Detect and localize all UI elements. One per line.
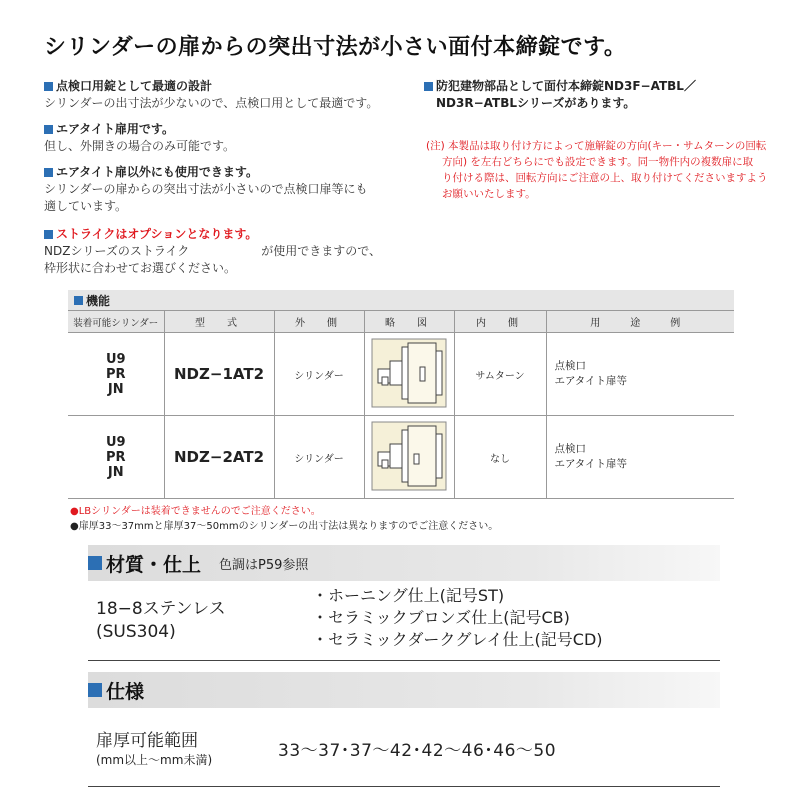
blue-square-bullet-icon [74,296,83,305]
feature-body-line: 但し、外開きの場合のみ可能です。 [44,139,236,153]
outside-cell: シリンダー [274,333,364,416]
feature-heading: エアタイト扉以外にも使用できます。 [56,165,258,179]
feature-heading: エアタイト扉用です。 [56,122,174,136]
list-item: ・ホーニング仕上(記号ST) [312,586,505,605]
note-line: お願いいたします。 [442,188,536,200]
diagram-cell [364,333,454,416]
feature-section-strike [44,226,381,277]
column-header: 型 式 [164,311,274,333]
door-thickness-label: 扉厚可能範囲 (mm以上〜mm未満) [96,731,213,767]
spec-section-title: 仕様 [106,680,145,703]
finish-list [312,585,603,651]
material-section-title: 材質・仕上 [106,553,202,576]
lock-diagram-none-icon [370,420,448,492]
function-section-title: 機能 [86,293,111,308]
feature-heading: ストライクはオプションとなります。 [56,227,258,241]
inside-cell: なし [454,416,546,499]
column-header: 略 図 [364,311,454,333]
feature-section-airtight [44,121,235,155]
material-name: 18−8ステンレス (SUS304) [96,599,226,642]
diagram-cell [364,416,454,499]
blue-square-bullet-icon [44,168,53,177]
blue-square-bullet-icon [88,683,102,697]
warning-lb-cylinder: ●LBシリンダーは装着できませんのでご注意ください。 [70,506,321,517]
column-header: 装着可能シリンダー [68,311,164,333]
feature-heading: 点検口用錠として最適の設計 [56,79,213,93]
feature-body-line: シリンダーの出寸法が少ないので、点検口用として最適です。 [44,96,379,110]
column-header: 外 側 [274,311,364,333]
table-header-row [68,311,734,333]
page-title: シリンダーの扉からの突出寸法が小さい面付本締錠です。 [44,35,627,60]
feature-section-other-use [44,164,368,215]
installation-note [426,138,766,202]
outside-cell: シリンダー [274,416,364,499]
blue-square-bullet-icon [44,230,53,239]
use-cell: 点検口 エアタイト扉等 [546,333,734,416]
warning-door-thickness: ●扉厚33〜37mmと扉厚37〜50mmのシリンダーの出寸法は異なりますのでご注意ください。 [70,521,499,532]
cylinder-cell: U9 PR JN [68,333,164,416]
cylinder-cell: U9 PR JN [68,416,164,499]
blue-square-bullet-icon [44,125,53,134]
spec-section-header [88,672,720,708]
door-thickness-value: 33〜37･37〜42･42〜46･46〜50 [278,741,557,761]
blue-square-bullet-icon [44,82,53,91]
function-section-header [68,290,734,310]
material-section-subtitle: 色調はP59参照 [219,557,309,573]
column-header: 内 側 [454,311,546,333]
column-header: 用 途 例 [546,311,734,333]
feature-body-line: 適しています。 [44,199,128,213]
feature-body-line: NDZシリーズのストライク が使用できますので、 [44,244,381,258]
table-row [68,333,734,416]
list-item: ・セラミックブロンズ仕上(記号CB) [312,608,570,627]
note-line: り付ける際は、回転方向にご注意の上、取り付けてくださいますよう [442,172,768,184]
lock-diagram-thumbturn-icon [370,337,448,409]
security-heading-line: 防犯建物部品として面付本締錠ND3F−ATBL／ [436,79,696,93]
function-table [68,310,734,499]
model-cell: NDZ−2AT2 [164,416,274,499]
security-heading-line: ND3R−ATBLシリーズがあります。 [436,96,636,110]
use-cell: 点検口 エアタイト扉等 [546,416,734,499]
note-line: 方向) を左右どちらにでも設定できます。同一物件内の複数扉に取 [442,156,754,168]
blue-square-bullet-icon [88,556,102,570]
blue-square-bullet-icon [424,82,433,91]
security-product-section [424,78,696,112]
material-section-header [88,545,720,581]
table-row [68,416,734,499]
model-cell: NDZ−1AT2 [164,333,274,416]
divider [88,660,720,661]
divider [88,786,720,787]
inside-cell: サムターン [454,333,546,416]
note-line: (注) 本製品は取り付け方によって施解錠の方向(キー・サムターンの回転 [426,140,767,152]
list-item: ・セラミックダークグレイ仕上(記号CD) [312,630,603,649]
feature-section-inspection [44,78,378,112]
feature-body-line: 枠形状に合わせてお選びください。 [44,261,237,275]
feature-body-line: シリンダーの扉からの突出寸法が小さいので点検口扉等にも [44,182,368,196]
